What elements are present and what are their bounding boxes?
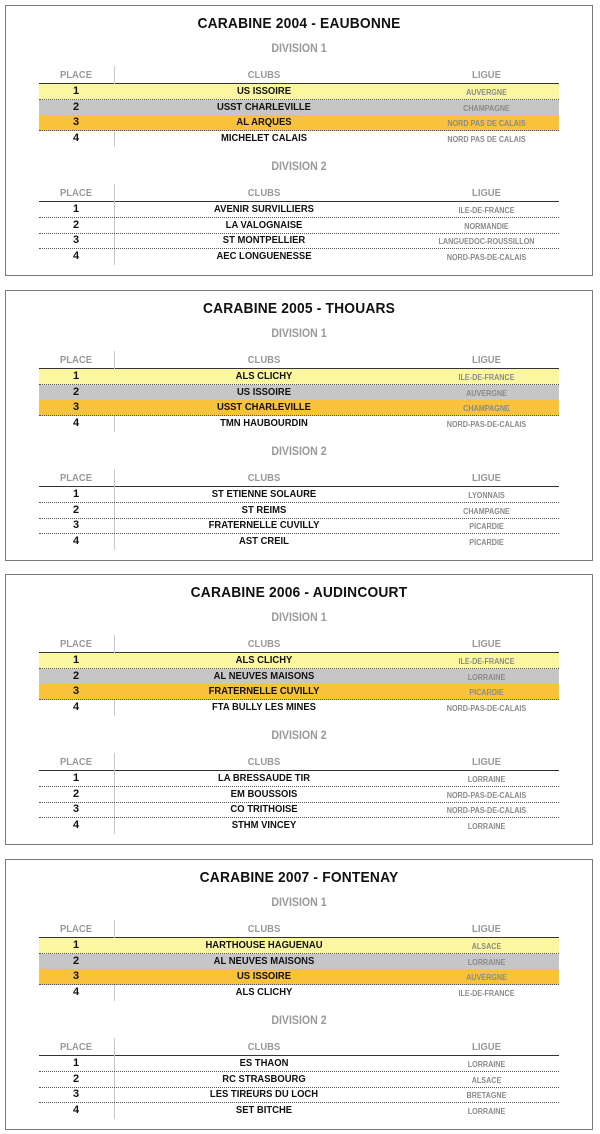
table-row — [39, 985, 559, 1000]
header-ligue: LIGUE — [472, 756, 501, 768]
division-title: DIVISION 2 — [271, 161, 327, 173]
row-club: ST ETIENNE SOLAURE — [211, 488, 317, 500]
row-place: 4 — [72, 417, 80, 430]
row-club: TMN HAUBOURDIN — [220, 417, 308, 430]
row-ligue: LANGUEDOC-ROUSSILLON — [438, 237, 535, 247]
row-club: USST CHARLEVILLE — [217, 100, 311, 113]
row-club: RC STRASBOURG — [222, 1072, 306, 1085]
row-club: FTA BULLY LES MINES — [212, 701, 316, 714]
table-header — [39, 353, 559, 369]
table-header — [39, 186, 559, 202]
table-row — [39, 1072, 559, 1088]
row-club: AEC LONGUENESSE — [216, 250, 312, 263]
header-clubs: CLUBS — [247, 638, 281, 650]
header-ligue: LIGUE — [472, 923, 501, 935]
table-row — [39, 954, 559, 970]
table-row — [39, 115, 559, 131]
row-club: LA VALOGNAISE — [225, 218, 303, 231]
row-place: 3 — [72, 685, 80, 698]
row-club: ST REIMS — [241, 503, 287, 516]
competition-card — [5, 859, 593, 1130]
row-ligue: LYONNAIS — [468, 491, 505, 500]
row-ligue: LORRAINE — [467, 1107, 506, 1117]
row-place: 2 — [72, 100, 80, 113]
header-clubs: CLUBS — [247, 923, 281, 935]
row-club: FRATERNELLE CUVILLY — [208, 685, 320, 698]
row-place: 4 — [72, 986, 80, 999]
header-place: PLACE — [59, 923, 93, 935]
row-ligue: AUVERGNE — [466, 973, 507, 983]
row-ligue: ILE-DE-FRANCE — [458, 373, 515, 382]
row-ligue: NORD-PAS-DE-CALAIS — [446, 704, 527, 714]
row-ligue: NORD PAS DE CALAIS — [447, 135, 526, 145]
row-ligue: LORRAINE — [467, 672, 506, 682]
row-ligue: BRETAGNE — [466, 1091, 507, 1101]
division-title: DIVISION 2 — [271, 1015, 327, 1027]
row-ligue: CHAMPAGNE — [463, 103, 510, 113]
competition-title: CARABINE 2007 - FONTENAY — [199, 869, 399, 886]
row-club: US ISSOIRE — [236, 970, 292, 983]
table-header — [39, 637, 559, 653]
row-ligue: LORRAINE — [467, 957, 506, 967]
row-club: USST CHARLEVILLE — [217, 401, 311, 414]
table-row — [39, 202, 559, 218]
table-row — [39, 400, 559, 416]
header-place: PLACE — [59, 472, 93, 484]
row-club: ALS CLICHY — [235, 370, 293, 382]
row-place: 3 — [72, 970, 80, 983]
header-ligue: LIGUE — [472, 1041, 501, 1053]
row-club: CO TRITHOISE — [230, 803, 298, 816]
row-ligue: AUVERGNE — [466, 388, 507, 398]
table-row — [39, 249, 559, 264]
competition-card — [5, 290, 593, 561]
competition-card — [5, 574, 593, 845]
table-row — [39, 684, 559, 700]
header-place: PLACE — [59, 1041, 93, 1053]
row-ligue: CHAMPAGNE — [463, 506, 510, 516]
row-ligue: CHAMPAGNE — [463, 404, 510, 414]
row-club: AL ARQUES — [236, 116, 292, 129]
row-club: MICHELET CALAIS — [220, 132, 308, 145]
row-place: 4 — [72, 535, 80, 548]
row-club: AL NEUVES MAISONS — [213, 669, 315, 682]
header-clubs: CLUBS — [247, 187, 281, 199]
table-row — [39, 669, 559, 685]
table-row — [39, 1087, 559, 1103]
table-row — [39, 487, 559, 503]
row-ligue: LORRAINE — [467, 1060, 506, 1069]
row-place: 2 — [72, 787, 80, 800]
row-place: 1 — [72, 370, 80, 382]
row-place: 1 — [72, 654, 80, 666]
row-club: ALS CLICHY — [235, 986, 293, 999]
header-place: PLACE — [59, 638, 93, 650]
header-ligue: LIGUE — [472, 472, 501, 484]
row-ligue: PICARDIE — [469, 688, 504, 698]
row-place: 2 — [72, 385, 80, 398]
header-ligue: LIGUE — [472, 638, 501, 650]
table-row — [39, 1103, 559, 1118]
table-row — [39, 969, 559, 985]
table-row — [39, 385, 559, 401]
header-clubs: CLUBS — [247, 69, 281, 81]
row-club: LA BRESSAUDE TIR — [217, 772, 311, 784]
row-place: 2 — [72, 503, 80, 516]
table-header — [39, 922, 559, 938]
row-place: 3 — [72, 803, 80, 816]
row-club: SET BITCHE — [235, 1104, 293, 1117]
row-club: AVENIR SURVILLIERS — [214, 203, 314, 215]
row-place: 2 — [72, 218, 80, 231]
row-ligue: LORRAINE — [467, 775, 506, 784]
row-club: FRATERNELLE CUVILLY — [208, 519, 320, 532]
competition-title: CARABINE 2005 - THOUARS — [202, 300, 396, 317]
row-place: 1 — [72, 939, 80, 951]
table-row — [39, 416, 559, 431]
row-place: 2 — [72, 954, 80, 967]
row-club: AL NEUVES MAISONS — [213, 954, 315, 967]
row-ligue: ILE-DE-FRANCE — [458, 206, 515, 215]
row-club: LES TIREURS DU LOCH — [209, 1088, 319, 1101]
row-ligue: NORD-PAS-DE-CALAIS — [446, 790, 527, 800]
row-place: 3 — [72, 519, 80, 532]
row-ligue: NORD PAS DE CALAIS — [447, 119, 526, 129]
row-place: 2 — [72, 669, 80, 682]
row-club: US ISSOIRE — [236, 85, 292, 97]
table-row — [39, 653, 559, 669]
division-title: DIVISION 2 — [271, 730, 327, 742]
header-clubs: CLUBS — [247, 354, 281, 366]
table-row — [39, 503, 559, 519]
header-clubs: CLUBS — [247, 756, 281, 768]
row-club: AST CREIL — [239, 535, 289, 548]
row-ligue: PICARDIE — [469, 538, 504, 548]
row-place: 4 — [72, 132, 80, 145]
row-ligue: PICARDIE — [469, 522, 504, 532]
header-place: PLACE — [59, 354, 93, 366]
competition-title: CARABINE 2004 - EAUBONNE — [197, 15, 401, 32]
header-ligue: LIGUE — [472, 354, 501, 366]
table-row — [39, 233, 559, 249]
competition-card — [5, 5, 593, 276]
row-place: 4 — [72, 1104, 80, 1117]
row-ligue: LORRAINE — [467, 822, 506, 832]
row-ligue: ILE-DE-FRANCE — [458, 989, 515, 999]
table-row — [39, 700, 559, 715]
row-ligue: NORD-PAS-DE-CALAIS — [446, 806, 527, 816]
row-ligue: ILE-DE-FRANCE — [458, 657, 515, 666]
row-place: 3 — [72, 401, 80, 414]
row-ligue: AUVERGNE — [466, 88, 507, 97]
division-title: DIVISION 2 — [271, 446, 327, 458]
division-title: DIVISION 1 — [271, 43, 327, 55]
row-place: 4 — [72, 250, 80, 263]
table-row — [39, 218, 559, 234]
competition-title: CARABINE 2006 - AUDINCOURT — [190, 584, 408, 601]
row-club: STHM VINCEY — [231, 819, 297, 832]
table-row — [39, 518, 559, 534]
table-row — [39, 369, 559, 385]
row-club: EM BOUSSOIS — [230, 787, 298, 800]
row-club: HARTHOUSE HAGUENAU — [205, 939, 323, 951]
header-clubs: CLUBS — [247, 472, 281, 484]
table-row — [39, 131, 559, 146]
header-clubs: CLUBS — [247, 1041, 281, 1053]
row-place: 4 — [72, 819, 80, 832]
table-row — [39, 84, 559, 100]
division-title: DIVISION 1 — [271, 328, 327, 340]
division-title: DIVISION 1 — [271, 897, 327, 909]
row-club: ES THAON — [239, 1057, 289, 1069]
table-row — [39, 1056, 559, 1072]
row-place: 3 — [72, 234, 80, 247]
table-row — [39, 818, 559, 833]
division-title: DIVISION 1 — [271, 612, 327, 624]
row-place: 1 — [72, 772, 80, 784]
row-place: 3 — [72, 1088, 80, 1101]
row-club: ALS CLICHY — [235, 654, 293, 666]
row-place: 1 — [72, 488, 80, 500]
row-ligue: ALSACE — [471, 1075, 502, 1085]
row-club: US ISSOIRE — [236, 385, 292, 398]
row-place: 2 — [72, 1072, 80, 1085]
row-ligue: ALSACE — [471, 942, 502, 951]
table-row — [39, 100, 559, 116]
row-place: 1 — [72, 203, 80, 215]
table-row — [39, 534, 559, 549]
row-place: 4 — [72, 701, 80, 714]
row-club: ST MONTPELLIER — [222, 234, 306, 247]
header-place: PLACE — [59, 756, 93, 768]
row-place: 3 — [72, 116, 80, 129]
table-header — [39, 471, 559, 487]
header-ligue: LIGUE — [472, 69, 501, 81]
row-place: 1 — [72, 85, 80, 97]
table-row — [39, 771, 559, 787]
header-place: PLACE — [59, 187, 93, 199]
row-ligue: NORD-PAS-DE-CALAIS — [446, 420, 527, 430]
table-row — [39, 938, 559, 954]
row-ligue: NORMANDIE — [464, 221, 509, 231]
table-row — [39, 787, 559, 803]
row-place: 1 — [72, 1057, 80, 1069]
table-header — [39, 1040, 559, 1056]
header-place: PLACE — [59, 69, 93, 81]
table-header — [39, 755, 559, 771]
table-header — [39, 68, 559, 84]
header-ligue: LIGUE — [472, 187, 501, 199]
table-row — [39, 802, 559, 818]
row-ligue: NORD-PAS-DE-CALAIS — [446, 253, 527, 263]
